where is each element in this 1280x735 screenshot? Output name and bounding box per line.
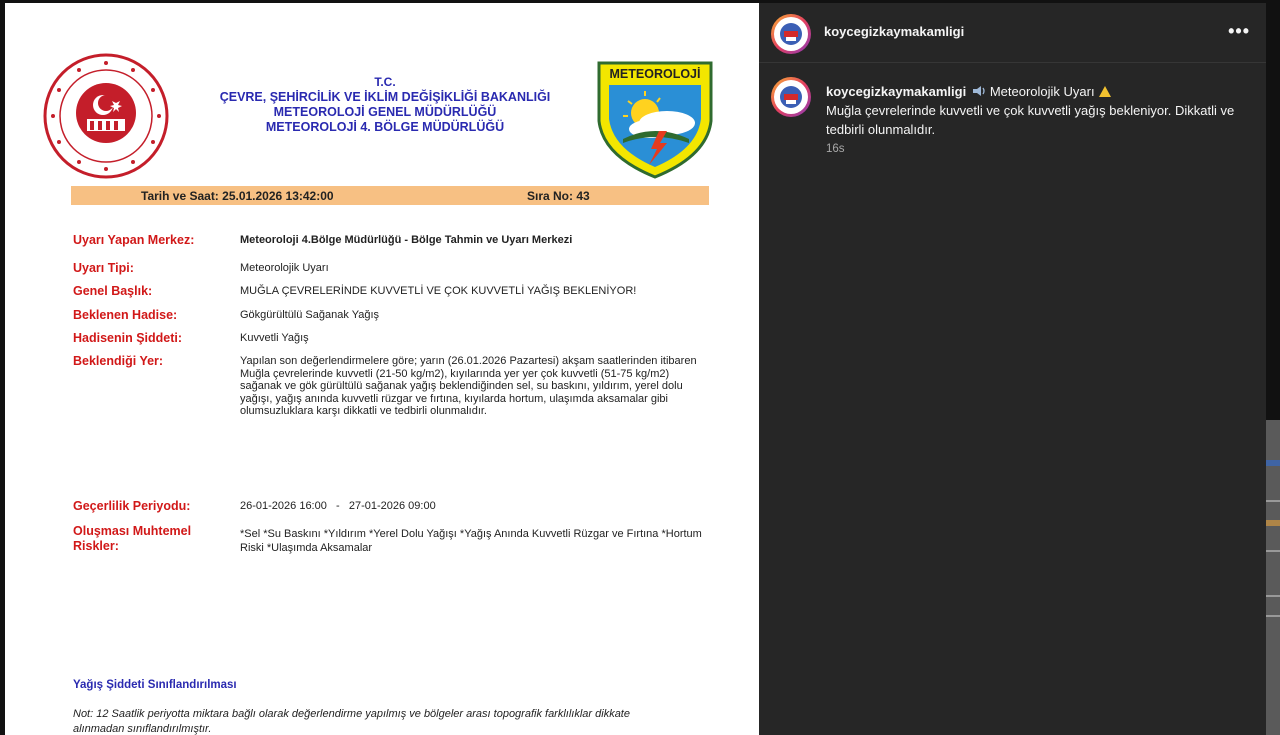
logo-text: METEOROLOJİ [609, 67, 701, 81]
section-title: Yağış Şiddeti Sınıflandırılması [73, 679, 237, 691]
kaymakamlik-logo-icon [774, 17, 808, 51]
classification-note: Not: 12 Saatlik periyotta miktara bağlı olarak değerlendirme yapılmış ve bölgeler arası topografik farklılıklar dikkate alınmadan sınıflandırılmıştır. [73, 708, 630, 735]
issue-date: Tarih ve Saat: 25.01.2026 13:42:00 [141, 189, 334, 203]
caption-body: Muğla çevrelerinde kuvvetli ve çok kuvvetli yağış bekleniyor. Dikkatli ve tedbirli olunmalıdır. [826, 103, 1235, 137]
field-value-validity: 26-01-2026 16:00 - 27-01-2026 09:00 [240, 500, 436, 512]
post-image [5, 3, 759, 735]
header-tc: T.C. [374, 75, 396, 89]
post-sidebar [759, 3, 1266, 735]
post-header [759, 3, 1266, 63]
document-header [195, 75, 575, 135]
field-label-type: Uyarı Tipi: [73, 261, 134, 275]
kaymakamlik-logo-icon [774, 80, 808, 114]
field-value-center: Meteoroloji 4.Bölge Müdürlüğü - Bölge Tahmin ve Uyarı Merkezi [240, 234, 573, 246]
field-label-validity: Geçerlilik Periyodu: [73, 499, 191, 513]
header-ministry: ÇEVRE, ŞEHİRCİLİK VE İKLİM DEĞİŞİKLİĞİ BAKANLIĞI [219, 90, 551, 104]
caption-username[interactable]: koycegizkaymakamligi [826, 84, 967, 99]
field-value-event: Gökgürültülü Sağanak Yağış [240, 309, 380, 321]
caption-title: Meteorolojik Uyarı [989, 84, 1095, 99]
avatar[interactable] [771, 14, 811, 54]
field-value-risks: *Sel *Su Baskını *Yıldırım *Yerel Dolu Yağışı *Yağış Anında Kuvvetli Rüzgar ve Fırtına *Hortum Riski *Ulaşımda Aksamalar [240, 528, 702, 554]
field-value-title: MUĞLA ÇEVRELERİNDE KUVVETLİ VE ÇOK KUVVETLİ YAĞIŞ BEKLENİYOR! [240, 285, 637, 297]
field-label-event: Beklenen Hadise: [73, 308, 178, 322]
field-value-location: Yapılan son değerlendirmelere göre; yarın (26.01.2026 Pazartesi) akşam saatlerinden itibaren Muğla çevrelerinde kuvvetli (21-50 kg/m2), kıyılarında yer yer çok kuvvetli (51-75 kg/m2) sağanak ve gök gürültülü sağanak yağış beklendiğinden sel, su baskını, yıldırım, yerel dolu yağışı, yağış anında kuvvetli rüzgar ve fırtına, kıyılarda hortum, ulaşımda aksamalar gibi olumsuzluklara karşı dikkatli ve tedbirli olunmalıdır. [240, 355, 697, 418]
ministry-seal-icon [43, 53, 169, 179]
field-value-type: Meteorolojik Uyarı [240, 262, 329, 274]
field-label-severity: Hadisenin Şiddeti: [73, 331, 183, 345]
header-directorate: METEOROLOJİ GENEL MÜDÜRLÜĞÜ [273, 105, 497, 119]
date-sequence-bar [71, 186, 709, 205]
caption-avatar[interactable] [771, 77, 811, 117]
speaker-icon [973, 85, 987, 97]
post-time[interactable]: 16s [826, 143, 845, 155]
field-label-title: Genel Başlık: [73, 284, 153, 298]
header-region: METEOROLOJİ 4. BÖLGE MÜDÜRLÜĞÜ [265, 120, 505, 134]
meteoroloji-logo-icon [597, 61, 713, 179]
sequence-number: Sıra No: 43 [527, 189, 590, 203]
warning-icon [1099, 86, 1111, 97]
header-username[interactable]: koycegizkaymakamligi [824, 24, 965, 39]
field-value-severity: Kuvvetli Yağış [240, 332, 309, 344]
field-label-risks: Oluşması Muhtemel Riskler: [73, 524, 192, 553]
post-caption [826, 82, 1236, 139]
field-label-center: Uyarı Yapan Merkez: [73, 233, 195, 247]
more-options-icon[interactable]: ••• [1228, 21, 1250, 41]
field-label-location: Beklendiği Yer: [73, 354, 164, 368]
